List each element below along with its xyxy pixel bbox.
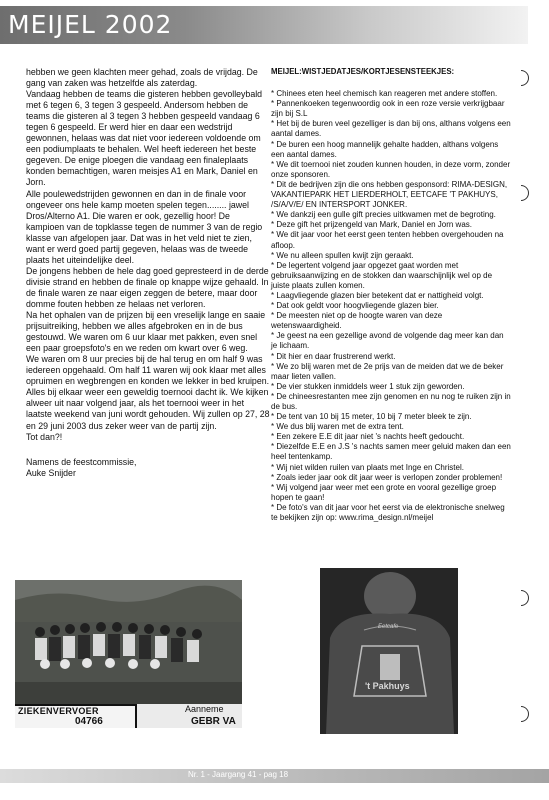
list-item: * Deze gift het prijzengeld van Mark, Daniel en Jorn was. — [271, 220, 472, 230]
list-item: * De chineesrestanten mee zijn genomen en nu nog te ruiken zijn in de bus. — [271, 391, 511, 411]
article-paragraph: Alles bij elkaar weer een geweldig toernooi dacht ik. We kijken alweer uit naar volgend jaar, als het toernooi weer in het laatste weekend van juni wordt gehouden. Wij zullen op 27, 28 en 29 juni 2003 dus zeker weer van de partij zijn. — [26, 387, 270, 431]
sign-aannemer: Aanneme — [185, 704, 224, 714]
article-paragraph: Alle poulewedstrijden gewonnen en dan in de finale voor ongeveer ons hele kamp moeten spelen tegen........ jawel Dros/Alterno A1. Die waren er ook, gezellig hoor! De kampioen van de topklasse tegen de nummer 3 van de regio klasse van afgelopen jaar. Dat was in het veld niet te zien, want er werd goed partij gegeven, helaas was de tweede plaats het uiteindelijke deel. — [26, 188, 263, 265]
list-item: * Je geest na een gezellige avond de volgende dag meer kan dan je lichaam. — [271, 331, 504, 351]
list-item: * Dat ook geldt voor hoogvliegende glazen bier. — [271, 301, 439, 311]
pakhuys-jacket-photo — [320, 568, 458, 734]
jacket-shoulder-label: Eetcafe — [378, 624, 399, 630]
signature-name: Auke Snijder — [26, 467, 76, 478]
header-banner — [0, 6, 528, 44]
list-item: * We dus blij waren met de extra tent. — [271, 422, 404, 432]
list-item: * Diezelfde E.E en J.S 's nachts samen meer geluid maken dan een heel tentenkamp. — [271, 442, 511, 462]
sign-ziekenvervoer: ZIEKENVERVOER — [18, 706, 99, 716]
list-item: * Wij niet wilden ruilen van plaats met Inge en Christel. — [271, 462, 464, 472]
signature-line: Namens de feestcommissie, — [26, 456, 137, 467]
binder-ring — [521, 185, 529, 201]
list-item: * Wij volgend jaar weer met een grote en vooral gezellige groep hopen te gaan! — [271, 482, 497, 502]
binder-ring — [521, 70, 529, 86]
section-heading: MEIJEL:WISTJEDATJES/KORTJESENSTEEKJES: — [271, 67, 455, 76]
footer-bar — [0, 769, 549, 783]
list-item: * We nu alleen spullen kwijt zijn geraakt. — [271, 250, 414, 260]
list-item: * Zoals ieder jaar ook dit jaar weer is verlopen zonder problemen! — [271, 472, 503, 482]
sign-gebr: GEBR VA — [191, 716, 236, 727]
binder-ring — [521, 706, 529, 722]
list-item: * We dit jaar voor het eerst geen tenten hebben overgehouden na afloop. — [271, 230, 504, 250]
list-item: * Laagvliegende glazen bier betekent dat er nattigheid volgt. — [271, 290, 484, 300]
list-item: * De tent van 10 bij 15 meter, 10 bij 7 meter bleek te zijn. — [271, 412, 472, 422]
article-paragraph: We waren om 8 uur precies bij de hal terug en om half 9 was iedereen opgehaald. Om half 11 waren wij ook klaar met alles opruimen en wegbrengen en konden we lekker in bed kruipen. — [26, 354, 270, 387]
list-item: * De vier stukken inmiddels weer 1 stuk zijn geworden. — [271, 381, 465, 391]
list-item: * We dit toernooi niet zouden kunnen houden, in deze vorm, zonder onze sponsoren. — [271, 159, 511, 179]
list-item: * Chinees eten heel chemisch kan reageren met andere stoffen. — [271, 89, 498, 99]
sign-ziekenvervoer-number: 04766 — [75, 716, 103, 727]
list-item: * Pannenkoeken tegenwoordig ook in een roze versie verkrijgbaar zijn bij S.L — [271, 99, 505, 119]
list-item: * Dit hier en daar frustrerend werkt. — [271, 351, 396, 361]
article-left-column — [26, 67, 270, 479]
list-item: * We dankzij een gulle gift precies uitkwamen met de begroting. — [271, 210, 496, 220]
list-item: * De meesten niet op de hoogte waren van deze wetenswaardigheid. — [271, 311, 443, 331]
list-item: * Het bij de buren veel gezelliger is dan bij ons, althans volgens een aantal dames. — [271, 119, 511, 139]
article-paragraph: hebben we geen klachten meer gehad, zoals de vrijdag. De gang van zaken was hetzelfde als zaterdag. — [26, 67, 258, 89]
wistjedatjes-column — [271, 67, 511, 523]
list-item: * De legertent volgend jaar opgezet gaat worden met gebruiksaanwijzing en de stokken dan waarschijnlijk wel op de juiste plaats zullen komen. — [271, 260, 493, 290]
jacket-pakhuys-label: 't Pakhuys — [365, 681, 410, 691]
team-group-photo — [15, 580, 242, 728]
list-item: * We zo blij waren met de 2e prijs van de meiden dat we de beker maar lieten vallen. — [271, 361, 504, 381]
article-paragraph: Tot dan?! — [26, 431, 63, 442]
list-item: * De foto's van dit jaar voor het eerst via de elektronische snelweg te bekijken zijn op: www.rima_design.nl/meijel — [271, 502, 505, 523]
article-paragraph: Na het ophalen van de prijzen bij een vreselijk lange en saaie prijsuitreiking, hebben we alles afgebroken en in de bus gestouwd. We waren om 6 uur klaar met pakken, even snel een paar groepsfoto's en we reden om kwart over 6 weg. — [26, 310, 266, 354]
list-item: * Dit de bedrijven zijn die ons hebben gesponsord: RIMA-DESIGN, VAKANTIEPARK HET LIERDERHOLT, EETCAFE 'T PAKHUYS, /S/A/V/E/ EN INTERSPORT JONKER. — [271, 179, 508, 210]
binder-ring — [521, 590, 529, 606]
list-item: * Een zekere E.E dit jaar niet 's nachts heeft gedoucht. — [271, 432, 465, 442]
article-paragraph: Vandaag hebben de teams die gisteren hebben gevolleybald met 6 tegen 6, 3 tegen 3 gespeeld. Andersom hebben de teams die gisteren al 3 tegen 3 hebben gespeeld vandaag 6 tegen 6 gespeeld. Er werd hier en daar een wedstrijd gewonnen, helaas was dat niet voor iedereen voldoende om een podiumplaats te behalen. Wel heeft iedereen het beste gegeven. De enige ploegen die vandaag een finaleplaats konden bemachtigen, waren meisjes A1 en Mark, Daniel en Jorn. — [26, 89, 263, 188]
jacket-photo-image — [320, 568, 458, 734]
article-paragraph: De jongens hebben de hele dag goed gepresteerd in de derde divisie strand en hebben de finale op knappe wijze gehaald. In de finale waren ze naar eigen zeggen de betere, maar door domme fouten hebben ze helaas net verloren. — [26, 265, 269, 309]
page-title: MEIJEL 2002 — [8, 10, 173, 39]
list-item: * De buren een hoog mannelijk gehalte hadden, althans volgens een aantal dames. — [271, 139, 499, 159]
page-number: Nr. 1 - Jaargang 41 - pag 18 — [188, 770, 289, 779]
